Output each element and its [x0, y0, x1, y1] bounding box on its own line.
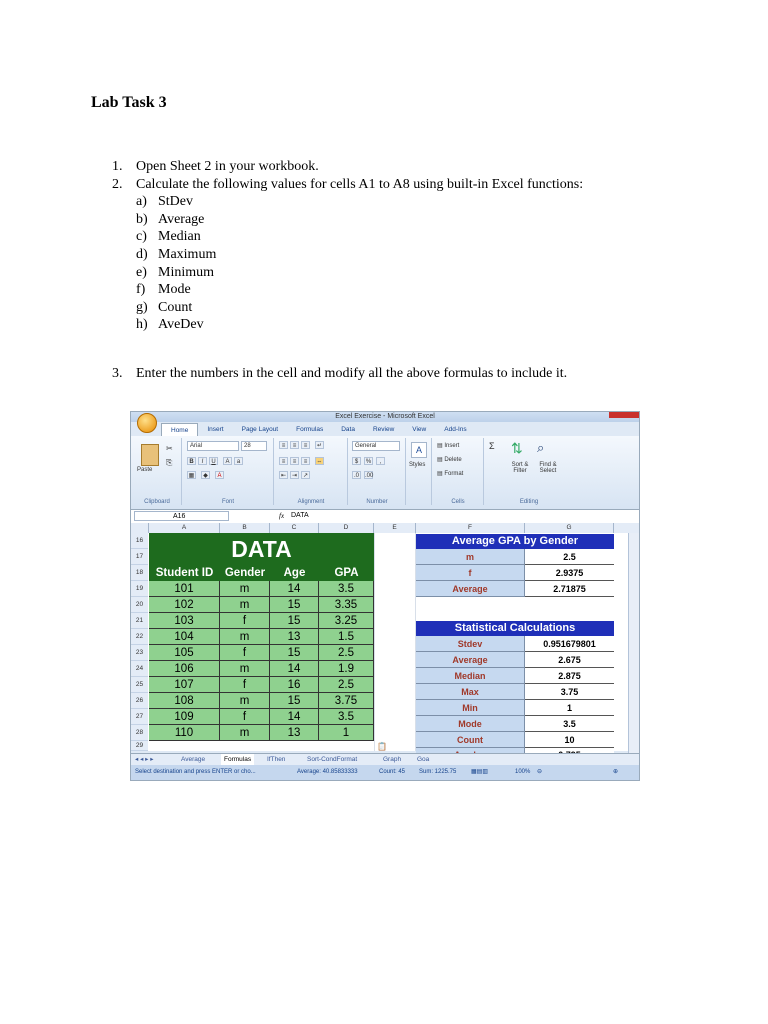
- grow-font-icon[interactable]: A: [223, 457, 232, 465]
- item-letter: f): [136, 282, 146, 298]
- zoom-level[interactable]: 100%: [515, 769, 531, 775]
- row-header[interactable]: 23: [131, 645, 148, 661]
- font-group: [183, 438, 274, 505]
- table-row: [149, 661, 374, 677]
- tab-view[interactable]: View: [412, 426, 427, 433]
- status-sum: Sum: 1225.75: [419, 769, 457, 775]
- cell[interactable]: 110: [149, 725, 220, 741]
- shrink-font-icon[interactable]: a: [234, 457, 243, 465]
- item-text: Count: [158, 299, 193, 315]
- tab-insert[interactable]: Insert: [207, 426, 224, 433]
- delete-label: Delete: [444, 457, 462, 463]
- stat-label[interactable]: Max: [416, 684, 525, 700]
- cut-icon[interactable]: ✂: [166, 444, 173, 453]
- column-header[interactable]: D: [319, 523, 374, 533]
- stat-value[interactable]: 3.5: [525, 716, 614, 732]
- cell[interactable]: 2.5: [319, 645, 374, 661]
- row-header[interactable]: 17: [131, 549, 148, 565]
- insert-label: Insert: [444, 443, 460, 449]
- stat-label[interactable]: Average: [416, 581, 525, 597]
- item-text: Mode: [158, 282, 191, 298]
- group-label: Cells: [451, 499, 465, 505]
- table-row: [149, 581, 374, 597]
- fill-color-icon[interactable]: ◆: [201, 471, 210, 479]
- stat-value[interactable]: 2.675: [525, 652, 614, 668]
- editing-group: [485, 438, 573, 505]
- step-number: 2.: [112, 176, 123, 192]
- row-header[interactable]: 25: [131, 677, 148, 693]
- window-title: Excel Exercise - Microsoft Excel: [131, 412, 639, 422]
- cell[interactable]: 16: [270, 677, 319, 693]
- bold-icon[interactable]: B: [187, 457, 196, 465]
- cell[interactable]: 3.35: [319, 597, 374, 613]
- vertical-scrollbar[interactable]: [628, 533, 639, 753]
- sheet-tab[interactable]: Graph: [383, 756, 402, 763]
- align-top-icon[interactable]: ≡: [279, 441, 288, 449]
- cell[interactable]: 15: [270, 645, 319, 661]
- table-row: [149, 693, 374, 709]
- zoom-in-icon[interactable]: ⊕: [613, 769, 619, 775]
- header-cell[interactable]: Gender: [224, 567, 266, 579]
- wrap-text-icon[interactable]: ↵: [316, 443, 323, 449]
- step-text: Open Sheet 2 in your workbook.: [136, 159, 319, 174]
- insert-cells-button[interactable]: ▤ Insert: [437, 443, 460, 449]
- stat-value[interactable]: 1: [525, 700, 614, 716]
- cell[interactable]: 3.75: [319, 693, 374, 709]
- merge-center-icon[interactable]: ⇔: [316, 459, 323, 465]
- row-header[interactable]: 24: [131, 661, 148, 677]
- cell[interactable]: 14: [270, 661, 319, 677]
- data-header-row: [149, 565, 374, 581]
- status-bar: [131, 765, 639, 780]
- item-text: Median: [158, 229, 201, 245]
- row-header[interactable]: 20: [131, 597, 148, 613]
- paste-options-icon[interactable]: 📋: [377, 742, 387, 751]
- cell[interactable]: 107: [149, 677, 220, 693]
- tab-data[interactable]: Data: [341, 426, 355, 433]
- align-left-icon[interactable]: ≡: [279, 457, 288, 465]
- gpa-row: [416, 581, 614, 597]
- cell[interactable]: 14: [270, 581, 319, 597]
- data-title-cell[interactable]: DATA: [149, 533, 374, 565]
- comma-icon[interactable]: ,: [376, 457, 385, 465]
- increase-indent-icon[interactable]: ⇥: [291, 473, 298, 479]
- table-row: [149, 629, 374, 645]
- step-3: [112, 366, 567, 382]
- sheet-tab[interactable]: Goa: [417, 756, 430, 763]
- cell[interactable]: 1.5: [319, 629, 374, 645]
- sort-filter-icon[interactable]: ⇅: [511, 440, 523, 456]
- stat-label[interactable]: Mode: [416, 716, 525, 732]
- row-header[interactable]: 29: [131, 741, 148, 751]
- step-1: [112, 158, 583, 176]
- stat-label[interactable]: Median: [416, 668, 525, 684]
- styles-group: [407, 438, 432, 505]
- formula-bar: [131, 510, 639, 524]
- step-2: [112, 176, 583, 194]
- find-select-icon[interactable]: ⌕: [537, 440, 545, 455]
- column-header[interactable]: B: [220, 523, 270, 533]
- select-all-corner[interactable]: [131, 523, 149, 533]
- sheet-tab[interactable]: Average: [181, 756, 206, 763]
- cell[interactable]: 15: [270, 613, 319, 629]
- align-center-icon[interactable]: ≡: [290, 457, 299, 465]
- group-label: Number: [366, 499, 388, 505]
- step-text: Enter the numbers in the cell and modify all the above formulas to include it.: [136, 366, 568, 381]
- sheet-tab-active[interactable]: Formulas: [221, 754, 254, 765]
- zoom-out-icon[interactable]: ⊖: [537, 769, 543, 775]
- step-number: 3.: [112, 366, 123, 381]
- stat-label[interactable]: m: [416, 549, 525, 565]
- column-header[interactable]: E: [374, 523, 416, 533]
- item-letter: h): [136, 317, 148, 333]
- function-item: [136, 264, 583, 282]
- cell[interactable]: m: [220, 629, 270, 645]
- stats-row: [416, 668, 614, 684]
- autosum-icon[interactable]: Σ: [489, 441, 495, 451]
- font-name-select[interactable]: Arial: [187, 441, 239, 451]
- header-cell[interactable]: Student ID: [155, 567, 214, 579]
- function-item: [136, 281, 583, 299]
- row-header[interactable]: 19: [131, 581, 148, 597]
- cell[interactable]: 105: [149, 645, 220, 661]
- cell[interactable]: 1: [319, 725, 374, 741]
- item-text: StDev: [158, 194, 193, 210]
- number-group: [349, 438, 406, 505]
- cell[interactable]: 2.5: [319, 677, 374, 693]
- cell[interactable]: 3.5: [319, 709, 374, 725]
- gpa-row: [416, 549, 614, 565]
- table-row: [149, 725, 374, 741]
- cell[interactable]: m: [220, 693, 270, 709]
- format-cells-button[interactable]: ▤ Format: [437, 471, 464, 477]
- item-letter: b): [136, 211, 148, 227]
- increase-decimal-icon[interactable]: .0: [353, 473, 359, 479]
- decrease-indent-icon[interactable]: ⇤: [280, 473, 287, 479]
- paste-button[interactable]: Paste: [137, 467, 153, 473]
- cell[interactable]: m: [220, 661, 270, 677]
- stat-value[interactable]: 2.71875: [525, 581, 614, 597]
- cell[interactable]: m: [220, 597, 270, 613]
- stat-value[interactable]: 0.951679801: [525, 636, 614, 652]
- row-header[interactable]: 18: [131, 565, 148, 581]
- excel-screenshot: [130, 411, 640, 781]
- styles-button[interactable]: Styles: [409, 462, 426, 468]
- table-row: [149, 645, 374, 661]
- stat-value[interactable]: 10: [525, 732, 614, 748]
- item-text: Minimum: [158, 264, 215, 280]
- cell[interactable]: 103: [149, 613, 220, 629]
- row-header[interactable]: 26: [131, 693, 148, 709]
- function-item: [136, 299, 583, 317]
- tab-formulas[interactable]: Formulas: [296, 426, 324, 433]
- gpa-row: [416, 565, 614, 581]
- stat-value[interactable]: 3.75: [525, 684, 614, 700]
- ribbon: [131, 436, 639, 510]
- header-cell[interactable]: GPA: [334, 567, 359, 579]
- group-label: Clipboard: [144, 499, 170, 505]
- tab-add-ins[interactable]: Add-Ins: [444, 426, 467, 433]
- styles-icon[interactable]: A: [411, 442, 427, 458]
- sheet-nav-icons[interactable]: ◂ ◂ ▸ ▸: [135, 756, 154, 763]
- column-header[interactable]: G: [525, 523, 614, 533]
- cell[interactable]: 3.25: [319, 613, 374, 629]
- format-label: Format: [444, 471, 464, 477]
- border-icon[interactable]: ▦: [188, 473, 195, 479]
- item-text: Average: [158, 211, 205, 227]
- item-letter: e): [136, 264, 147, 280]
- cell[interactable]: f: [220, 677, 270, 693]
- page-title: Lab Task 3: [91, 94, 167, 111]
- stats-row: [416, 716, 614, 732]
- copy-icon[interactable]: ⎘: [166, 458, 173, 467]
- row-header[interactable]: 21: [131, 613, 148, 629]
- cell[interactable]: 15: [270, 693, 319, 709]
- function-list: [112, 193, 583, 334]
- row-header[interactable]: 16: [131, 533, 148, 549]
- fx-icon[interactable]: fx: [279, 512, 285, 520]
- item-letter: c): [136, 229, 147, 245]
- cell[interactable]: 1.9: [319, 661, 374, 677]
- align-middle-icon[interactable]: ≡: [290, 441, 299, 449]
- group-label: Alignment: [297, 499, 325, 505]
- function-item: [136, 316, 583, 334]
- item-text: Maximum: [158, 246, 217, 262]
- sort-filter-button[interactable]: Sort & Filter: [511, 462, 529, 474]
- stat-label[interactable]: Average: [416, 652, 525, 668]
- gpa-table-title[interactable]: Average GPA by Gender: [416, 534, 614, 549]
- item-letter: d): [136, 246, 148, 262]
- stats-row: [416, 732, 614, 748]
- item-letter: g): [136, 299, 148, 315]
- tab-home[interactable]: Home: [161, 423, 198, 436]
- column-header[interactable]: F: [416, 523, 525, 533]
- stats-row: [416, 652, 614, 668]
- stat-value[interactable]: 2.5: [525, 549, 614, 565]
- delete-cells-button[interactable]: ▤ Delete: [437, 457, 462, 463]
- currency-icon[interactable]: $: [352, 457, 361, 465]
- step-text: Calculate the following values for cells A1 to A8 using built-in Excel functions:: [136, 176, 584, 192]
- cell[interactable]: 108: [149, 693, 220, 709]
- column-headers: [131, 523, 639, 533]
- ribbon-tabs: [131, 423, 639, 436]
- cells-group: [433, 438, 484, 505]
- paste-icon[interactable]: [141, 444, 159, 466]
- sheet-tab[interactable]: IfThen: [267, 756, 286, 763]
- function-item: [136, 193, 583, 211]
- cell[interactable]: m: [220, 581, 270, 597]
- stats-row: [416, 684, 614, 700]
- function-item: [136, 246, 583, 264]
- cell[interactable]: 104: [149, 629, 220, 645]
- cell[interactable]: 15: [270, 597, 319, 613]
- row-header[interactable]: 28: [131, 725, 148, 741]
- cell[interactable]: f: [220, 613, 270, 629]
- instruction-list: [112, 158, 583, 334]
- stat-label[interactable]: Stdev: [416, 636, 525, 652]
- font-color-icon[interactable]: A: [215, 471, 224, 479]
- cell[interactable]: m: [220, 725, 270, 741]
- find-select-button[interactable]: Find & Select: [539, 462, 557, 474]
- worksheet-grid[interactable]: [131, 533, 639, 751]
- column-header[interactable]: C: [270, 523, 319, 533]
- cell[interactable]: 106: [149, 661, 220, 677]
- table-row: [149, 677, 374, 693]
- cell[interactable]: 102: [149, 597, 220, 613]
- cell[interactable]: 13: [270, 629, 319, 645]
- group-label: Editing: [519, 499, 539, 505]
- table-row: [149, 613, 374, 629]
- item-letter: a): [136, 194, 147, 210]
- align-bottom-icon[interactable]: ≡: [301, 441, 310, 449]
- name-box[interactable]: A16: [134, 511, 229, 521]
- stat-label[interactable]: Count: [416, 732, 525, 748]
- percent-icon[interactable]: %: [365, 459, 372, 465]
- tab-page-layout[interactable]: Page Layout: [241, 426, 279, 433]
- sheet-tabs-bar: [131, 753, 639, 765]
- function-item: [136, 228, 583, 246]
- clipboard-group: [133, 438, 182, 505]
- header-cell[interactable]: Age: [283, 567, 306, 579]
- alignment-group: [275, 438, 348, 505]
- font-size-select[interactable]: 28: [241, 441, 267, 451]
- stats-table-title[interactable]: Statistical Calculations: [416, 621, 614, 636]
- stat-label[interactable]: Min: [416, 700, 525, 716]
- align-right-icon[interactable]: ≡: [301, 457, 310, 465]
- sheet-tab[interactable]: Sort-CondFormat: [307, 756, 358, 763]
- cell[interactable]: 101: [149, 581, 220, 597]
- table-row: [149, 709, 374, 725]
- formula-input[interactable]: DATA: [291, 512, 309, 519]
- row-header[interactable]: 22: [131, 629, 148, 645]
- stats-row: [416, 700, 614, 716]
- stat-value[interactable]: 2.875: [525, 668, 614, 684]
- cell[interactable]: 109: [149, 709, 220, 725]
- tab-review[interactable]: Review: [372, 426, 395, 433]
- stat-label[interactable]: f: [416, 565, 525, 581]
- view-buttons-icon[interactable]: ▦▤▥: [471, 769, 489, 775]
- table-row: [149, 597, 374, 613]
- cell[interactable]: 14: [270, 709, 319, 725]
- number-format-select[interactable]: General: [352, 441, 400, 451]
- stats-row: [416, 636, 614, 652]
- stat-value[interactable]: 2.9375: [525, 565, 614, 581]
- orientation-icon[interactable]: ↗: [302, 473, 309, 479]
- row-header[interactable]: 27: [131, 709, 148, 725]
- close-bar[interactable]: [609, 412, 639, 418]
- cell[interactable]: f: [220, 645, 270, 661]
- group-label: Font: [221, 499, 234, 505]
- step-number: 1.: [112, 159, 123, 174]
- cell[interactable]: 13: [270, 725, 319, 741]
- status-average: Average: 40.85833333: [297, 769, 358, 775]
- function-item: [136, 211, 583, 229]
- gridline: [374, 533, 375, 751]
- status-message: Select destination and press ENTER or cho...: [135, 769, 256, 775]
- cell[interactable]: 3.5: [319, 581, 374, 597]
- cell[interactable]: f: [220, 709, 270, 725]
- column-header[interactable]: A: [149, 523, 220, 533]
- italic-icon[interactable]: I: [198, 457, 207, 465]
- item-text: AveDev: [158, 317, 204, 333]
- underline-icon[interactable]: U: [209, 457, 218, 465]
- decrease-decimal-icon[interactable]: .00: [365, 473, 374, 479]
- status-count: Count: 45: [379, 769, 406, 775]
